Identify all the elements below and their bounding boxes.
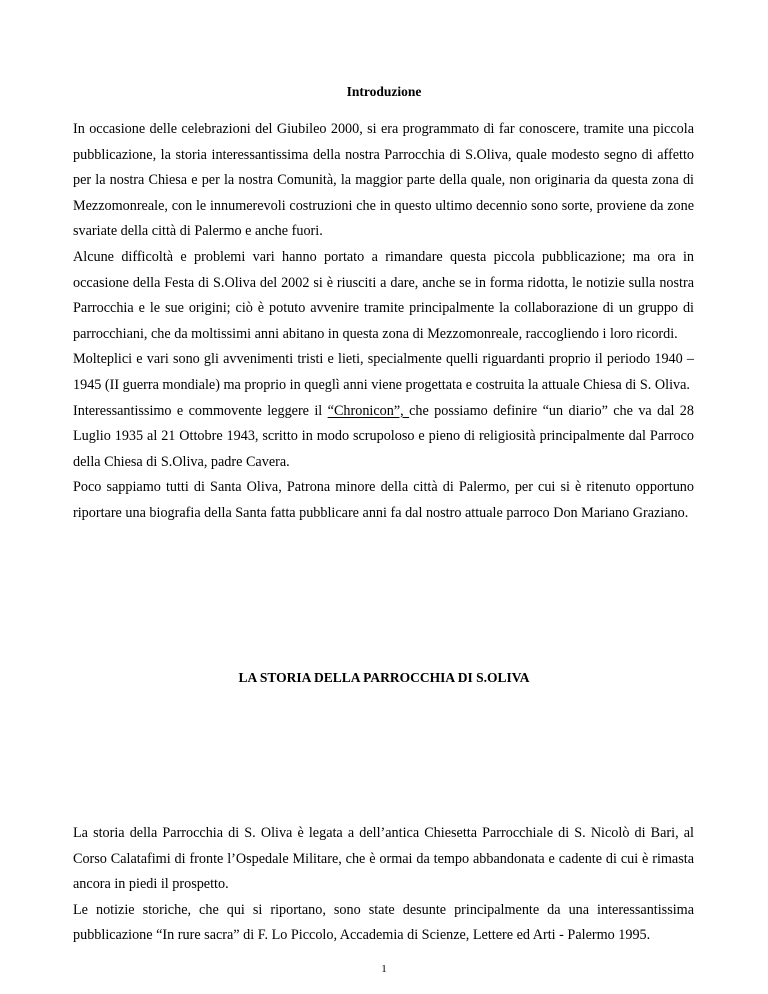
intro-text bbox=[73, 117, 694, 527]
chronicon-text-after: che possiamo definire “un diario” che va dal 28 Luglio 1935 al 21 Ottobre 1943, scritto in modo scrupoloso e pieno di religiosità principalmente dal Parroco della Chiesa di S.Oliva, padre Cavera. bbox=[73, 402, 694, 470]
intro-paragraph-2: Alcune difficoltà e problemi vari hanno portato a rimandare questa piccola pubblicazione; ma ora in occasione della Festa di S.Oliva del 2002 si è riusciti a dare, anche se in forma ridotta, le notizie sulla nostra Parrocchia e le sue origini; ciò è potuto avvenire tramite principalmente la collaborazione di un gruppo di parrocchiani, che da moltissimi anni abitano in questa zona di Mezzomonreale, raccogliendo i loro ricordi. bbox=[73, 248, 694, 342]
page-number: 1 bbox=[381, 963, 387, 975]
closing-paragraph: Poco sappiamo tutti di Santa Oliva, Patrona minore della città di Palermo, per cui si è ritenuto opportuno riportare una biografia della Santa fatta pubblicare anni fa dal nostro attuale parroco Don Mariano Graziano. bbox=[73, 479, 694, 521]
chronicon-text-before: Interessantissimo e commovente leggere il bbox=[73, 402, 328, 419]
storia-heading: LA STORIA DELLA PARROCCHIA DI S.OLIVA bbox=[238, 670, 530, 685]
chronicon-paragraph bbox=[73, 399, 694, 476]
storia-paragraph-1: La storia della Parrocchia di S. Oliva è legata a dell’antica Chiesetta Parrocchiale di S. Nicolò di Bari, al Corso Calatafimi di fronte l’Ospedale Militare, che è ormai da tempo abbandonata e cadente di cui è rimasta ancora in piedi il prospetto. bbox=[73, 825, 694, 893]
storia-paragraph-2: Le notizie storiche, che qui si riportano, sono state desunte principalmente da una interessantissima pubblicazione “In rure sacra” di F. Lo Piccolo, Accademia di Scienze, Lettere ed Arti - Palermo 1995. bbox=[73, 901, 694, 944]
chronicon-underlined-title: “Chronicon”, bbox=[327, 402, 410, 419]
intro-heading: Introduzione bbox=[346, 84, 422, 99]
intro-paragraph-1: In occasione delle celebrazioni del Giubileo 2000, si era programmato di far conoscere, tramite una piccola pubblicazione, la storia interessantissima della nostra Parrocchia di S.Oliva, quale modesto segno di affetto per la nostra Chiesa e per la nostra Comunità, la maggior parte della quale, non originaria da questa zona di Mezzomonreale, con le innumerevoli costruzioni che in questo ultimo decennio sono sorte, proviene da zone svariate della città di Palermo e anche fuori. bbox=[73, 121, 694, 240]
storia-text bbox=[73, 821, 694, 949]
intro-paragraph-3: Molteplici e vari sono gli avvenimenti tristi e lieti, specialmente quelli riguardanti proprio il periodo 1940 – 1945 (II guerra mondiale) ma proprio in queglì anni viene progettata e costruita la attuale Chiesa di S. Oliva. bbox=[73, 351, 694, 393]
